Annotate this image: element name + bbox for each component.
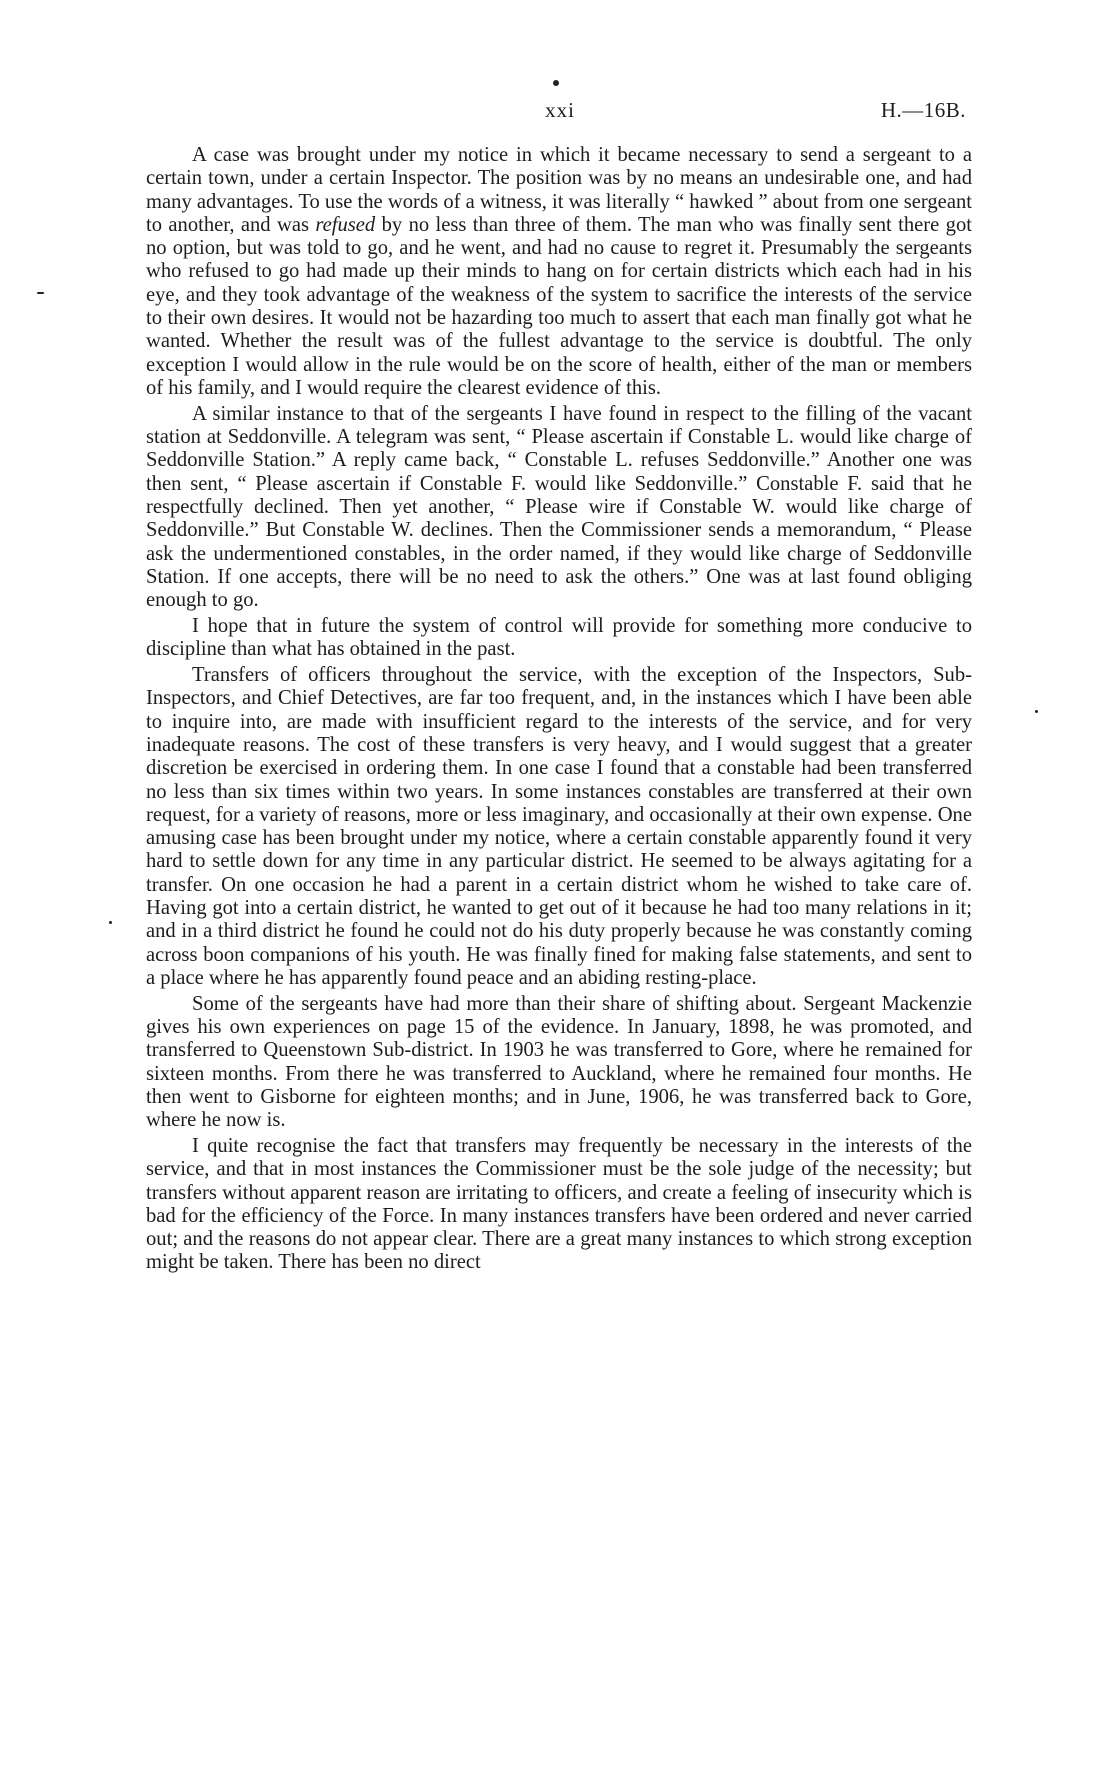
paragraph: A case was brought under my notice in which it became necessary to send a sergeant to a certain town, under a certain Inspector. The position was by no means an undesirable one, and had many advantages. To use the words of a witness, it was literally “ hawked ” about from one sergeant to another, and was refused by no less than three of them. The man who was finally sent there got no option, but was told to go, and he went, and had no cause to regret it. Presumably the sergeants who refused to go had made up their minds to hang on for certain districts which each had in his eye, and they took advantage of the weakness of the system to sacrifice the interests of the service to their own desires. It would not be hazarding too much to assert that each man finally got what he wanted. Whether the result was of the fullest advantage to the service is doubtful. The only exception I would allow in the rule would be on the score of health, either of the man or members of his family, and I would require the clearest evidence of this. (146, 144, 972, 399)
ink-speck (553, 80, 559, 86)
page-number: xxi (545, 98, 575, 122)
paragraph: Some of the sergeants have had more than their share of shifting about. Sergeant Mackenzie gives his own experiences on page 15 of the evidence. In January, 1898, he was promoted, and transferred to Queenstown Sub-district. In 1903 he was transferred to Gore, where he remained for sixteen months. From there he was transferred to Auckland, where he remained four months. He then went to Gisborne for eighteen months; and in June, 1906, he was transferred back to Gore, where he now is. (146, 992, 972, 1132)
page-header (0, 98, 1114, 128)
margin-mark (109, 921, 112, 924)
emphasis-text: refused (315, 213, 376, 236)
body-text (146, 144, 972, 1277)
paragraph: Transfers of officers throughout the service, with the exception of the Inspectors, Sub-Inspectors, and Chief Detectives, are far too frequent, and, in the instances which I have been able to inquire into, are made with insufficient regard to the interests of the service, and for very inadequate reasons. The cost of these transfers is very heavy, and I would suggest that a greater discretion be exercised in ordering them. In one case I found that a constable had been transferred no less than six times within two years. In some instances constables are transferred at their own request, for a variety of reasons, more or less imaginary, and occasionally at their own expense. One amusing case has been brought under my notice, where a certain constable apparently found it very hard to settle down for any time in any particular district. He seemed to be always agitating for a transfer. On one occasion he had a parent in a certain district whom he wished to take care of. Having got into a certain district, he wanted to get out of it because he had too many relations in it; and in a third district he found he could not do his duty properly because he was constantly coming across boon companions of his youth. He was finally fined for making false statements, and sent to a place where he has apparently found peace and an abiding resting-place. (146, 664, 972, 989)
document-reference: H.—16B. (880, 98, 966, 122)
margin-mark (37, 292, 44, 294)
paragraph: I quite recognise the fact that transfers may frequently be necessary in the interests of the service, and that in most instances the Commissioner must be the sole judge of the necessity; but transfers without apparent reason are irritating to officers, and create a feeling of insecurity which is bad for the efficiency of the Force. In many instances transfers have been ordered and never carried out; and the reasons do not appear clear. There are a great many instances to which strong exception might be taken. There has been no direct (146, 1134, 972, 1274)
margin-mark (1035, 710, 1038, 713)
paragraph: A similar instance to that of the sergeants I have found in respect to the filling of the vacant station at Seddonville. A telegram was sent, “ Please ascertain if Constable L. would like charge of Seddonville Station.” A reply came back, “ Constable L. refuses Seddonville.” Another one was then sent, “ Please ascertain if Constable F. would like Seddonville.” Constable F. said that he respectfully declined. Then yet another, “ Please wire if Constable W. would like charge of Seddonville.” But Constable W. declines. Then the Commissioner sends a memorandum, “ Please ask the undermentioned constables, in the order named, if they would like charge of Seddonville Station. If one accepts, there will be no need to ask the others.” One was at last found obliging enough to go. (146, 402, 972, 612)
paragraph: I hope that in future the system of control will provide for something more conducive to discipline than what has obtained in the past. (146, 614, 972, 661)
